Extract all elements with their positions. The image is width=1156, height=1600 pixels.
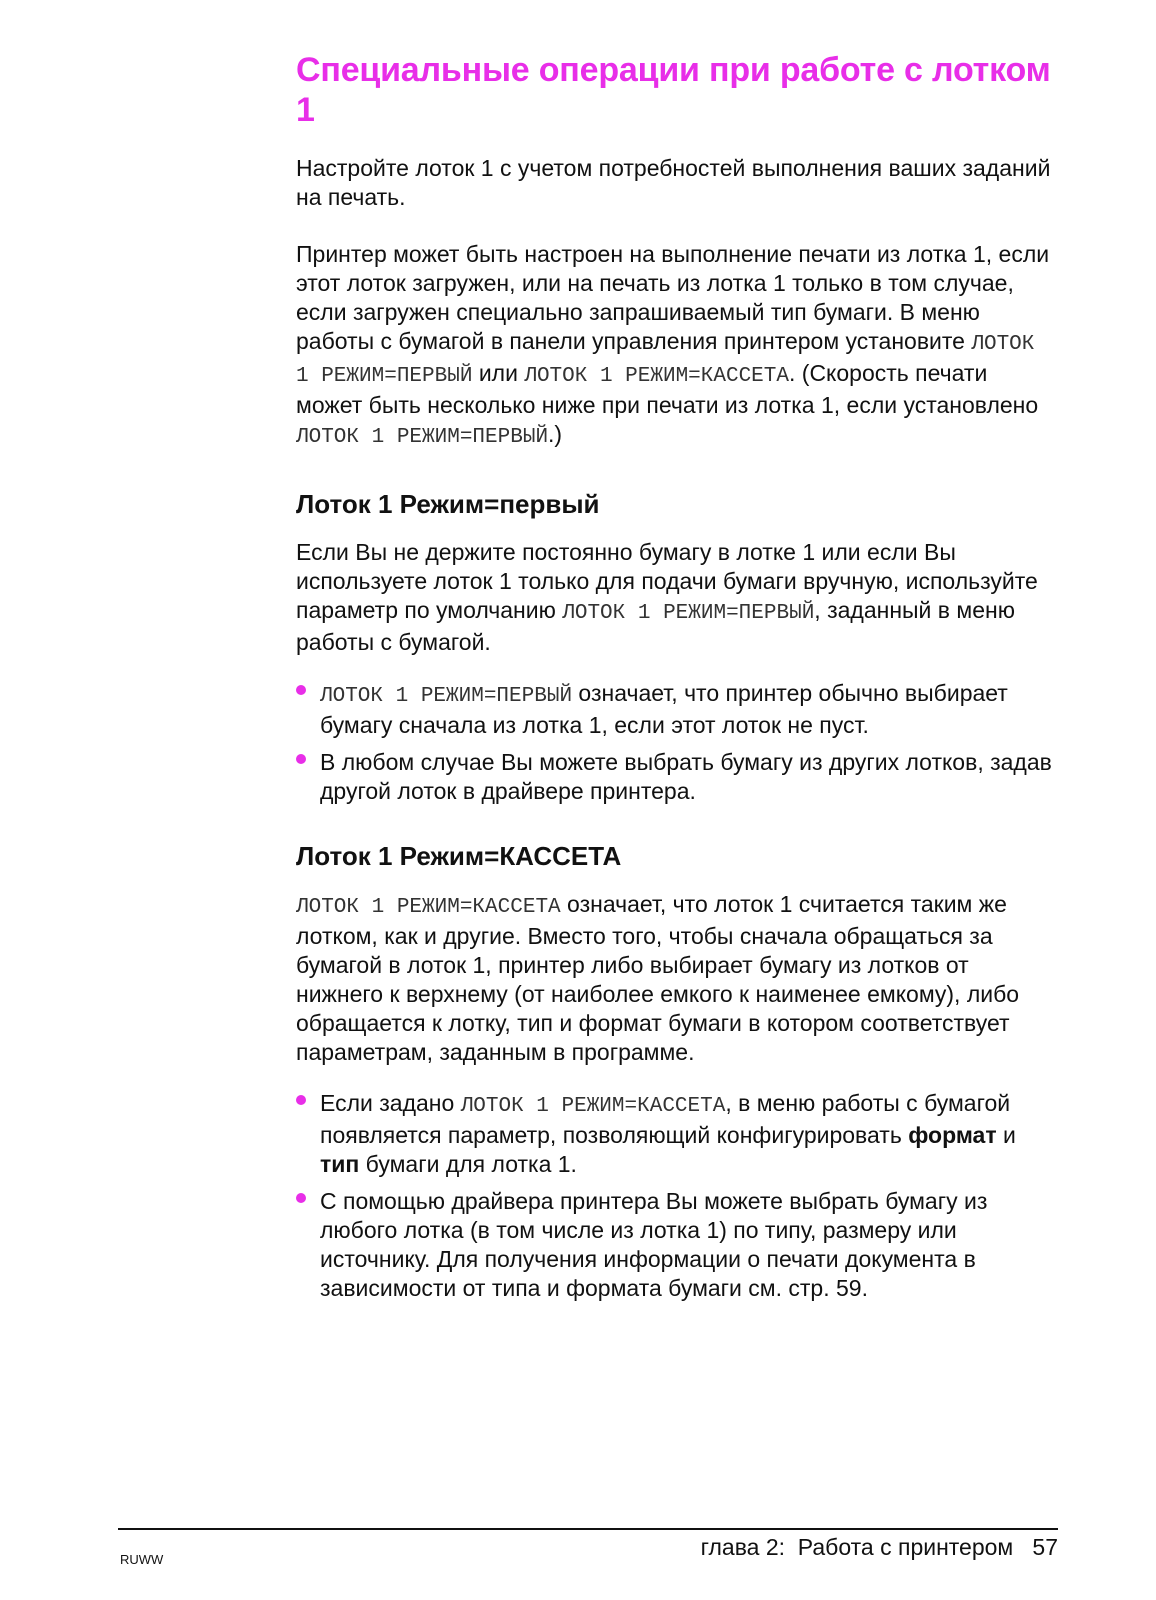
list-item — [296, 1089, 1056, 1179]
bold-term-type: тип — [320, 1151, 360, 1177]
text: Принтер может быть настроен на выполнение печати из лотка 1, если этот лоток загружен, или на печать из лотка 1 только в том случае, если загружен специально запрашиваемый тип бумаги. В меню работы с бумагой в панели управления принтером установите — [296, 241, 1050, 354]
code-tray1-first: ЛОТОК 1 РЕЖИМ=ПЕРВЫЙ — [296, 426, 549, 449]
section-heading-first-mode: Лоток 1 Режим=первый — [296, 489, 600, 519]
first-mode-bullets — [296, 679, 1056, 806]
cassette-mode-paragraph — [296, 890, 1056, 1067]
bullet-icon — [296, 685, 306, 695]
bullet-icon — [296, 1193, 306, 1203]
section-heading-cassette-mode: Лоток 1 Режим=КАССЕТА — [296, 841, 622, 871]
page-title: Специальные операции при работе с лотком 1 — [296, 51, 1051, 129]
code-tray1-cassette: ЛОТОК 1 РЕЖИМ=КАССЕТА — [296, 896, 561, 919]
code-tray1-first: ЛОТОК 1 РЕЖИМ=ПЕРВЫЙ — [296, 333, 1035, 388]
intro-paragraph: Настройте лоток 1 с учетом потребностей выполнения ваших заданий на печать. — [296, 155, 1051, 210]
code-tray1-cassette: ЛОТОК 1 РЕЖИМ=КАССЕТА — [460, 1095, 726, 1118]
text: . (Скорость печати может быть несколько ниже при печати из лотка 1, если установлено — [296, 360, 1039, 418]
text: , заданный в меню работы с бумагой. — [296, 597, 1015, 655]
text: Если задано — [320, 1090, 461, 1116]
text: означает, что принтер обычно выбирает бумагу сначала из лотка 1, если этот лоток не пуст. — [320, 680, 1008, 738]
text: или — [472, 360, 525, 386]
bullet-icon — [296, 754, 306, 764]
footer-locale-code: RUWW — [120, 1552, 164, 1567]
text: и — [996, 1122, 1016, 1148]
text: В любом случае Вы можете выбрать бумагу из других лотков, задав другой лоток в драйвере принтера. — [320, 749, 1052, 804]
bold-term-format: формат — [908, 1122, 997, 1148]
text: Если Вы не держите постоянно бумагу в лотке 1 или если Вы используете лоток 1 только для подачи бумаги вручную, используйте параметр по умолчанию — [296, 539, 1038, 623]
bullet-icon — [296, 1095, 306, 1105]
footer-divider — [118, 1528, 1058, 1530]
footer-chapter-page: глава 2: Работа с принтером 57 — [700, 1534, 1058, 1560]
text: бумаги для лотка 1. — [359, 1151, 577, 1177]
cassette-mode-bullets — [296, 1089, 1056, 1303]
page-content — [296, 50, 1056, 1303]
list-item — [296, 748, 1056, 806]
code-tray1-first: ЛОТОК 1 РЕЖИМ=ПЕРВЫЙ — [562, 602, 815, 625]
list-item — [296, 1187, 1056, 1303]
code-tray1-first: ЛОТОК 1 РЕЖИМ=ПЕРВЫЙ — [320, 685, 573, 708]
text: означает, что лоток 1 считается таким же лотком, как и другие. Вместо того, чтобы сначала обращаться за бумагой в лоток 1, принтер либо выбирает бумагу из лотков от нижнего к верхнему (от наиболее емкого к наименее емкому), либо обращается к лотку, тип и формат бумаги в котором соответствует параметрам, заданным в программе. — [296, 891, 1020, 1065]
tray-setup-paragraph — [296, 240, 1056, 452]
text: .) — [548, 421, 563, 447]
first-mode-paragraph — [296, 538, 1056, 657]
code-tray1-cassette: ЛОТОК 1 РЕЖИМ=КАССЕТА — [524, 365, 789, 388]
text: , в меню работы с бумагой появляется параметр, позволяющий конфигурировать — [320, 1090, 1011, 1148]
list-item — [296, 679, 1056, 740]
text: С помощью драйвера принтера Вы можете выбрать бумагу из любого лотка (в том числе из лотка 1) по типу, размеру или источнику. Для получения информации о печати документа в зависимости от типа и формата бумаги см. стр. 59. — [320, 1188, 988, 1301]
